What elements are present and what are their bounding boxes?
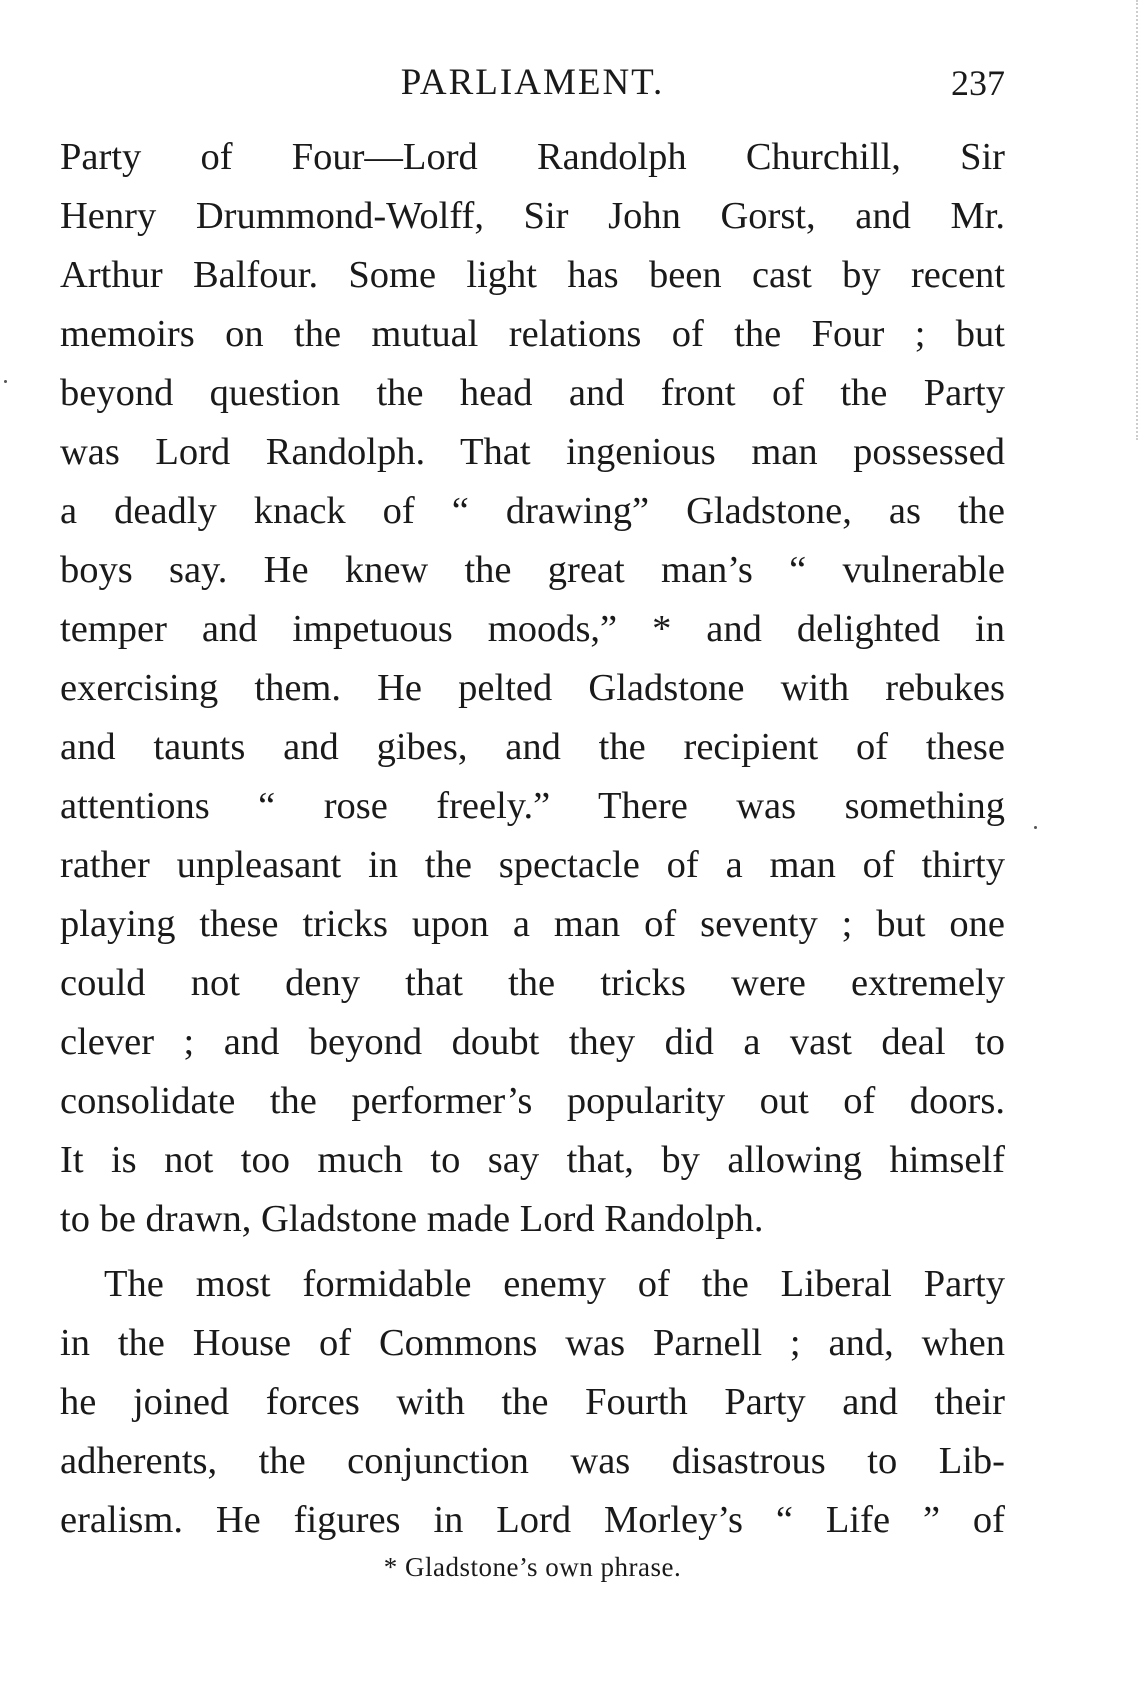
text-line: Arthur Balfour. Some light has been cast by recent [60, 254, 1005, 296]
text-line: to be drawn, Gladstone made Lord Randolph. [60, 1198, 764, 1240]
paragraph [60, 128, 1005, 1249]
text-line: consolidate the performer’s popularity out of doors. [60, 1080, 1005, 1122]
text-line: It is not too much to say that, by allowing himself [60, 1139, 1005, 1181]
text-line: adherents, the conjunction was disastrous to Lib- [60, 1440, 1005, 1482]
text-line: eralism. He figures in Lord Morley’s “ Life ” of [60, 1499, 1005, 1541]
page-number: 237 [951, 63, 1005, 103]
running-head [60, 58, 1005, 108]
text-line: exercising them. He pelted Gladstone with rebukes [60, 667, 1005, 709]
stray-mark-left [4, 380, 7, 383]
text-line: temper and impetuous moods,” * and delighted in [60, 608, 1005, 650]
text-line: boys say. He knew the great man’s “ vulnerable [60, 549, 1005, 591]
text-line: rather unpleasant in the spectacle of a man of thirty [60, 844, 1005, 886]
running-title: PARLIAMENT. [400, 62, 665, 103]
stray-mark-right [1034, 826, 1037, 829]
text-line: and taunts and gibes, and the recipient of these [60, 726, 1005, 768]
text-line: beyond question the head and front of the Party [60, 372, 1005, 414]
paragraph [60, 1255, 1005, 1550]
text-line: could not deny that the tricks were extremely [60, 962, 1005, 1004]
text-line: a deadly knack of “ drawing” Gladstone, as the [60, 490, 1005, 532]
text-line: was Lord Randolph. That ingenious man possessed [60, 431, 1005, 473]
text-line: The most formidable enemy of the Liberal Party [104, 1263, 1005, 1305]
text-line: attentions “ rose freely.” There was something [60, 785, 1005, 827]
text-line: clever ; and beyond doubt they did a vast deal to [60, 1021, 1005, 1063]
text-line: in the House of Commons was Parnell ; and, when [60, 1322, 1005, 1364]
text-line: memoirs on the mutual relations of the Four ; but [60, 313, 1005, 355]
text-line: playing these tricks upon a man of seventy ; but one [60, 903, 1005, 945]
body-text [60, 128, 1005, 1550]
page-edge-marks [1130, 0, 1138, 440]
text-line: Party of Four—Lord Randolph Churchill, Sir [60, 136, 1005, 178]
text-line: he joined forces with the Fourth Party and their [60, 1381, 1005, 1423]
text-line: Henry Drummond-Wolff, Sir John Gorst, and Mr. [60, 195, 1005, 237]
footnote: * Gladstone’s own phrase. [383, 1552, 682, 1582]
